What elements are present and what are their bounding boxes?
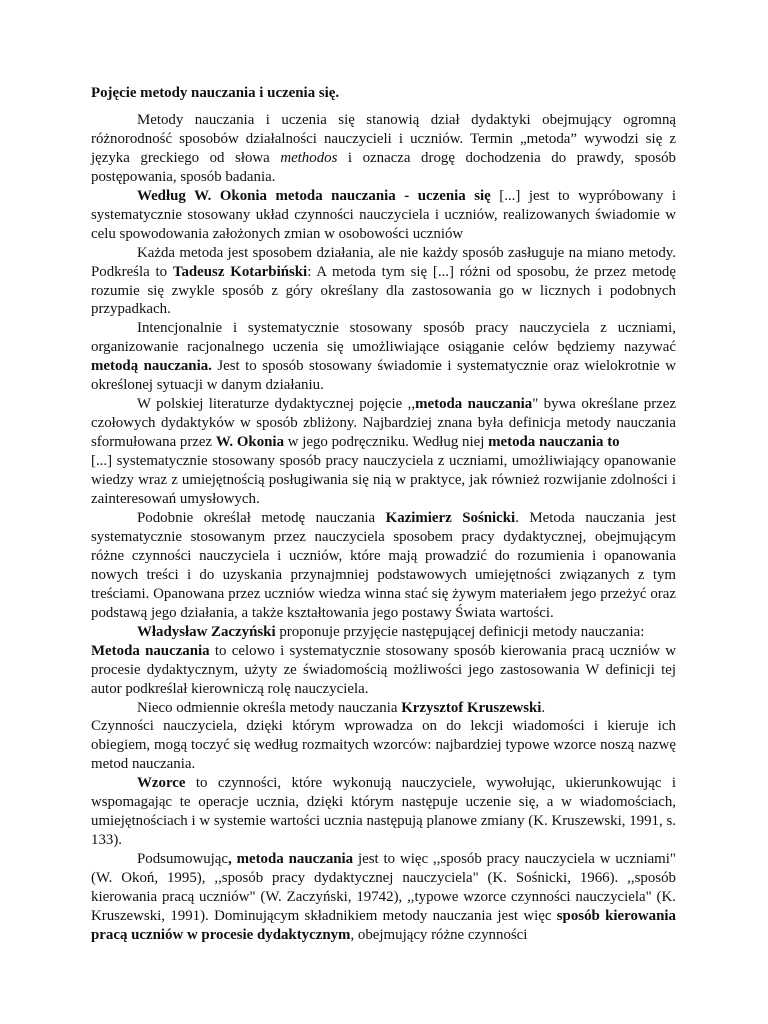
text-run: . — [541, 699, 546, 716]
paragraph — [91, 774, 676, 850]
bold-text: Tadeusz Kotarbiński — [172, 263, 308, 280]
bold-text: sposób kierowania pracą uczniów w procesie dydaktycznym — [91, 907, 676, 943]
text-run: i oznacza drogę dochodzenia do prawdy, sposób postępowania, sposób badania. — [91, 149, 676, 185]
bold-text: W. Okonia — [215, 434, 285, 451]
text-run: to czynności, które wykonują nauczyciele, wywołując, ukierunkowując i wspomagając te operacje ucznia, dzięki którym następuje uczenie się, a w wiadomościach, umiejętnościach i w systemie wartości ucznia następują planowe zmiany (K. Kruszewski, 1991, s. 133). — [91, 775, 676, 849]
paragraph — [91, 244, 676, 320]
text-run: [...] jest to wypróbowany i systematycznie stosowany układ czynności nauczyciela i uczniów, realizowanych świadomie w celu spowodowania założonych zmian w osobowości uczniów — [91, 187, 676, 242]
bold-text: Krzysztof Kruszewski — [401, 699, 542, 716]
paragraph-list — [91, 111, 676, 945]
text-run: Podsumowując — [137, 851, 228, 868]
text-run: Jest to sposób stosowany świadomie i systematycznie oraz wielokrotnie w określonej sytuacji w danym działaniu. — [91, 358, 676, 394]
text-run: Podobnie określał metodę nauczania — [137, 509, 386, 526]
text-run: jest to więc ,,sposób pracy nauczyciela w uczniami" (W. Okoń, 1995), ,,sposób pracy dydaktycznej nauczyciela" (K. Sośnicki, 1966). ,,sposób kierowania pracą uczniów" (W. Zaczyński, 19742), ,,typowe wzorce czynności nauczyciela" (K. Kruszewski, 1991). Dominującym składnikiem metody nauczania jest więc — [91, 851, 676, 924]
text-run: [...] systematycznie stosowany sposób pracy nauczyciela z uczniami, umożliwiający opanowanie wiedzy wraz z umiejętnością posługiwania się nią w praktyce, jak również rozwijanie zdolności i zainteresowań umysłowych. — [91, 453, 676, 508]
paragraph — [91, 642, 676, 699]
text-run: Każda metoda jest sposobem działania, ale nie każdy sposób zasługuje na miano metody. Podkreśla to — [91, 244, 676, 280]
bold-text: Wzorce — [137, 775, 186, 792]
bold-text: Kazimierz Sośnicki — [385, 509, 516, 526]
italic-text: methodos — [280, 149, 338, 166]
text-run: to celowo i systematycznie stosowany sposób kierowania pracą uczniów w procesie dydaktycznym, użyty ze świadomością możliwości jego zastosowania W definicji tej autor podkreślał kierowniczą rolę nauczyciela. — [91, 642, 676, 697]
text-run: W polskiej literaturze dydaktycznej pojęcie ,, — [137, 396, 416, 413]
text-run: Nieco odmiennie określa metody nauczania — [137, 699, 402, 716]
paragraph — [91, 699, 676, 718]
text-run: " bywa określane przez czołowych dydaktyków w sposób zbliżony. Najbardziej znana była definicja metody nauczania sformułowana przez — [91, 396, 676, 451]
text-run: w jego podręczniku. Według niej — [284, 434, 489, 451]
bold-text: metodą nauczania. — [91, 358, 212, 375]
bold-text: metoda nauczania — [415, 396, 533, 413]
text-run: proponuje przyjęcie następującej definicji metody nauczania: — [275, 623, 645, 640]
text-run: Intencjonalnie i systematycznie stosowany sposób pracy nauczyciela z uczniami, organizowanie racjonalnego uczenia się umożliwiające osiąganie celów będziemy nazywać — [91, 320, 676, 356]
text-run: : A metoda tym się [...] różni od sposobu, że przez metodę rozumie się zwykle sposób z góry określany dla zastosowania go w licznych i podobnych przypadkach. — [91, 263, 676, 318]
paragraph — [91, 111, 676, 187]
bold-text: metoda nauczania to — [488, 434, 620, 451]
text-run: . Metoda nauczania jest systematycznie stosowanym przez nauczyciela sposobem pracy dydaktycznej, obejmującym różne czynności nauczyciela i uczniów, które mają prowadzić do rozumienia i opanowania nowych treści i do uzyskania przynajmniej podstawowych umiejętności związanych z tym treściami. Opanowana przez uczniów wiedza winna stać się żywym materiałem jego przeżyć oraz podstawą jego działania, a także kształtowania jego postawy Świata wartości. — [91, 509, 676, 621]
paragraph — [91, 509, 676, 623]
bold-text: Metoda nauczania — [91, 642, 210, 659]
bold-text: , metoda nauczania — [228, 851, 354, 868]
text-run: Metody nauczania i uczenia się stanowią dział dydaktyki obejmujący ogromną różnorodność sposobów działalności nauczycieli i uczniów. Termin „metoda” wywodzi się z języka greckiego od słowa — [91, 111, 676, 166]
text-run: , obejmujący różne czynności — [350, 926, 528, 943]
paragraph — [91, 717, 676, 774]
paragraph — [91, 395, 676, 452]
document-body — [91, 84, 676, 945]
bold-text: Według W. Okonia metoda nauczania - uczenia się — [137, 187, 491, 204]
bold-text: Władysław Zaczyński — [137, 623, 276, 640]
paragraph — [91, 850, 676, 945]
paragraph — [91, 319, 676, 395]
document-title: Pojęcie metody nauczania i uczenia się. — [91, 85, 340, 101]
paragraph — [91, 452, 676, 509]
paragraph — [91, 623, 676, 642]
paragraph — [91, 187, 676, 244]
text-run: Czynności nauczyciela, dzięki którym wprowadza on do lekcji wiadomości i kieruje ich obiegiem, mogą toczyć się według rozmaitych wzorców: najbardziej typowe wzorce noszą nazwę metod nauczania. — [91, 718, 676, 773]
